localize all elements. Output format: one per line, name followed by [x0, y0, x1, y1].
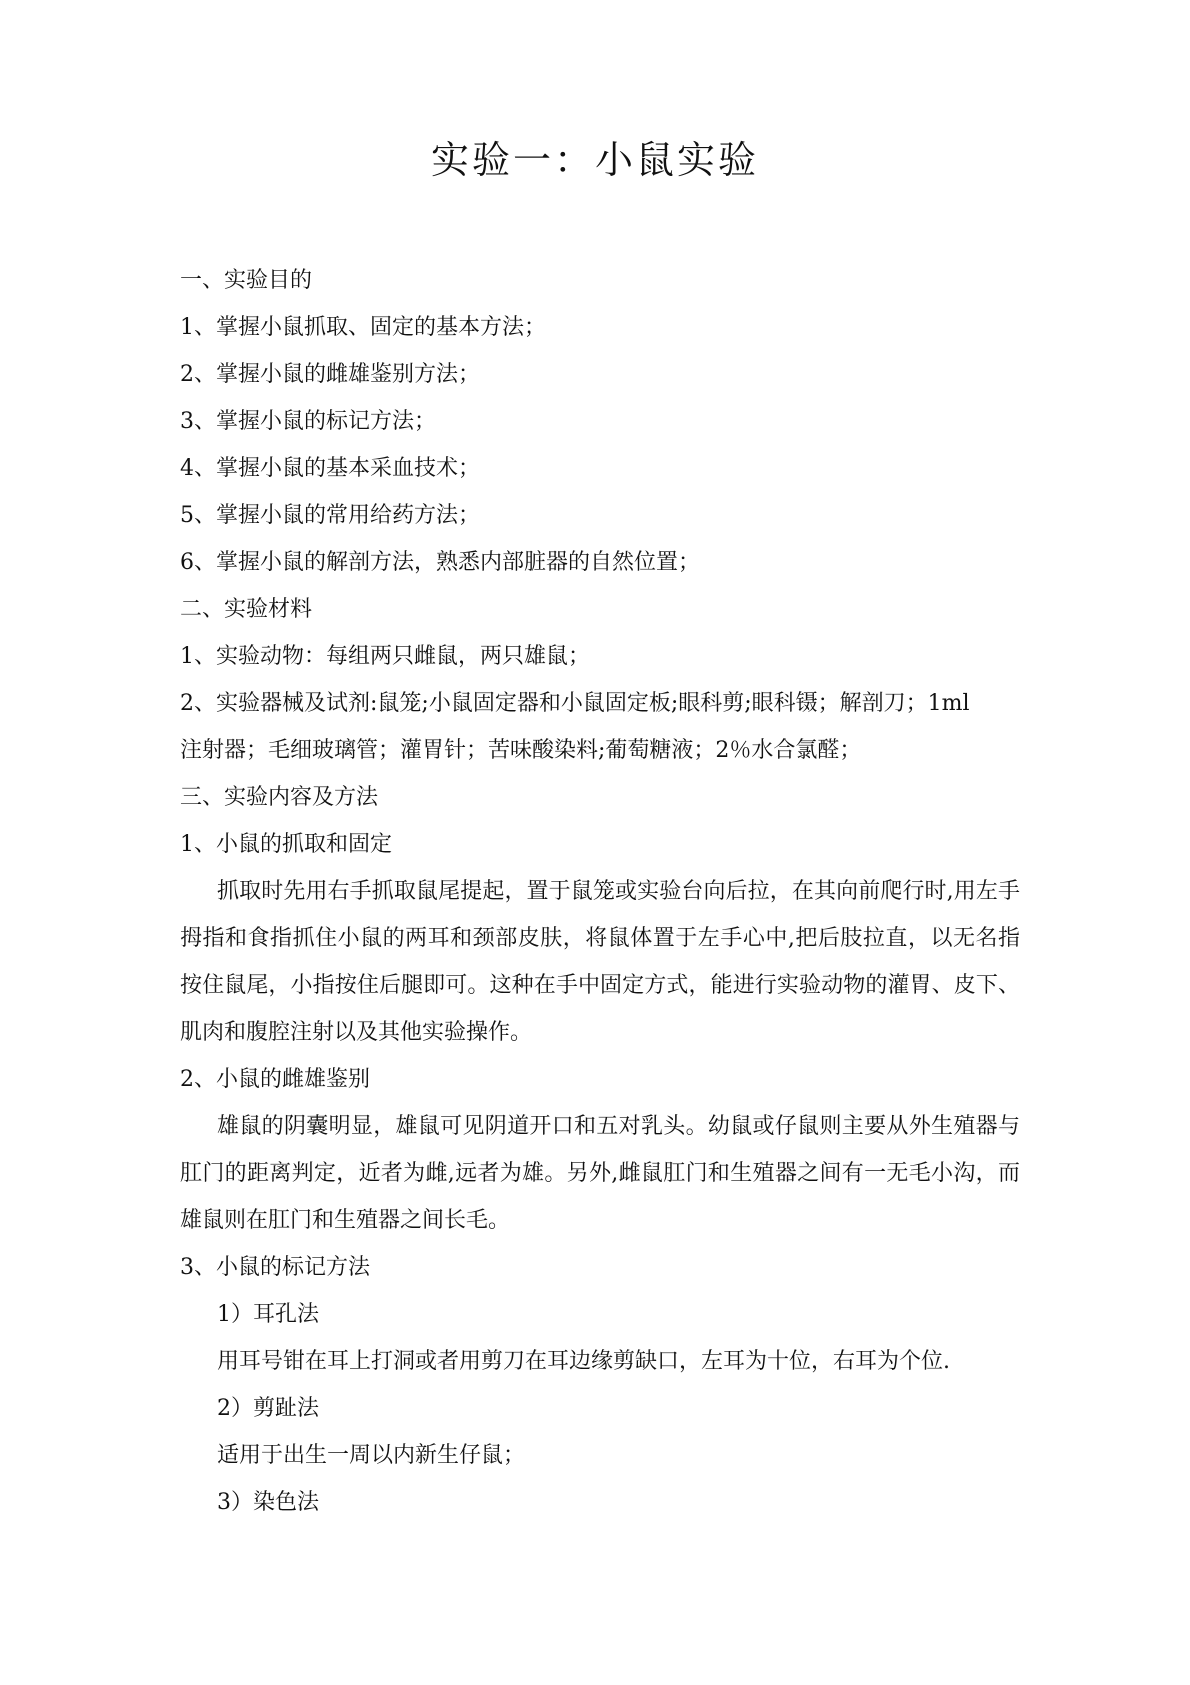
purpose-item-2: 2、掌握小鼠的雌雄鉴别方法； — [180, 362, 480, 387]
materials-item-2-line-2: 注射器；毛细玻璃管；灌胃针；苦味酸染料;葡萄糖液；2％水合氯醛； — [180, 738, 862, 763]
purpose-item-3: 3、掌握小鼠的标记方法； — [180, 409, 436, 434]
subheading-sex-identification: 2、小鼠的雌雄鉴别 — [180, 1067, 370, 1092]
method-text-ear-punch: 用耳号钳在耳上打洞或者用剪刀在耳边缘剪缺口，左耳为十位，右耳为个位. — [217, 1349, 950, 1374]
method-heading-ear-punch: 1）耳孔法 — [217, 1302, 319, 1327]
section-heading-materials: 二、实验材料 — [180, 597, 313, 622]
materials-item-2-line-1: 2、实验器械及试剂:鼠笼;小鼠固定器和小鼠固定板;眼科剪;眼科镊；解剖刀；1ml — [180, 691, 970, 716]
method-text-toe-clip: 适用于出生一周以内新生仔鼠； — [217, 1443, 526, 1468]
method-heading-toe-clip: 2）剪趾法 — [217, 1396, 319, 1421]
subheading-capture-fixation: 1、小鼠的抓取和固定 — [180, 832, 392, 857]
document-body — [180, 257, 1020, 1526]
purpose-item-4: 4、掌握小鼠的基本采血技术； — [180, 456, 480, 481]
method-heading-dye: 3）染色法 — [217, 1490, 319, 1515]
document-title: 实验一：小鼠实验 — [430, 138, 759, 182]
purpose-item-5: 5、掌握小鼠的常用给药方法； — [180, 503, 480, 528]
purpose-item-6: 6、掌握小鼠的解剖方法，熟悉内部脏器的自然位置； — [180, 550, 700, 575]
paragraph-sex-identification: 雄鼠的阴囊明显，雄鼠可见阴道开口和五对乳头。幼鼠或仔鼠则主要从外生殖器与肛门的距离判定，近者为雌,远者为雄。另外,雌鼠肛门和生殖器之间有一无毛小沟，而雄鼠则在肛门和生殖器之间长毛。 — [180, 1114, 1020, 1233]
purpose-item-1: 1、掌握小鼠抓取、固定的基本方法； — [180, 315, 546, 340]
paragraph-capture-fixation: 抓取时先用右手抓取鼠尾提起，置于鼠笼或实验台向后拉，在其向前爬行时,用左手拇指和食指抓住小鼠的两耳和颈部皮肤，将鼠体置于左手心中,把后肢拉直，以无名指按住鼠尾，小指按住后腿即可。这种在手中固定方式，能进行实验动物的灌胃、皮下、肌肉和腹腔注射以及其他实验操作。 — [180, 879, 1020, 1045]
section-heading-methods: 三、实验内容及方法 — [180, 785, 379, 810]
materials-item-1: 1、实验动物：每组两只雌鼠，两只雄鼠； — [180, 644, 590, 669]
subheading-marking-methods: 3、小鼠的标记方法 — [180, 1255, 370, 1280]
section-heading-purpose: 一、实验目的 — [180, 268, 313, 293]
